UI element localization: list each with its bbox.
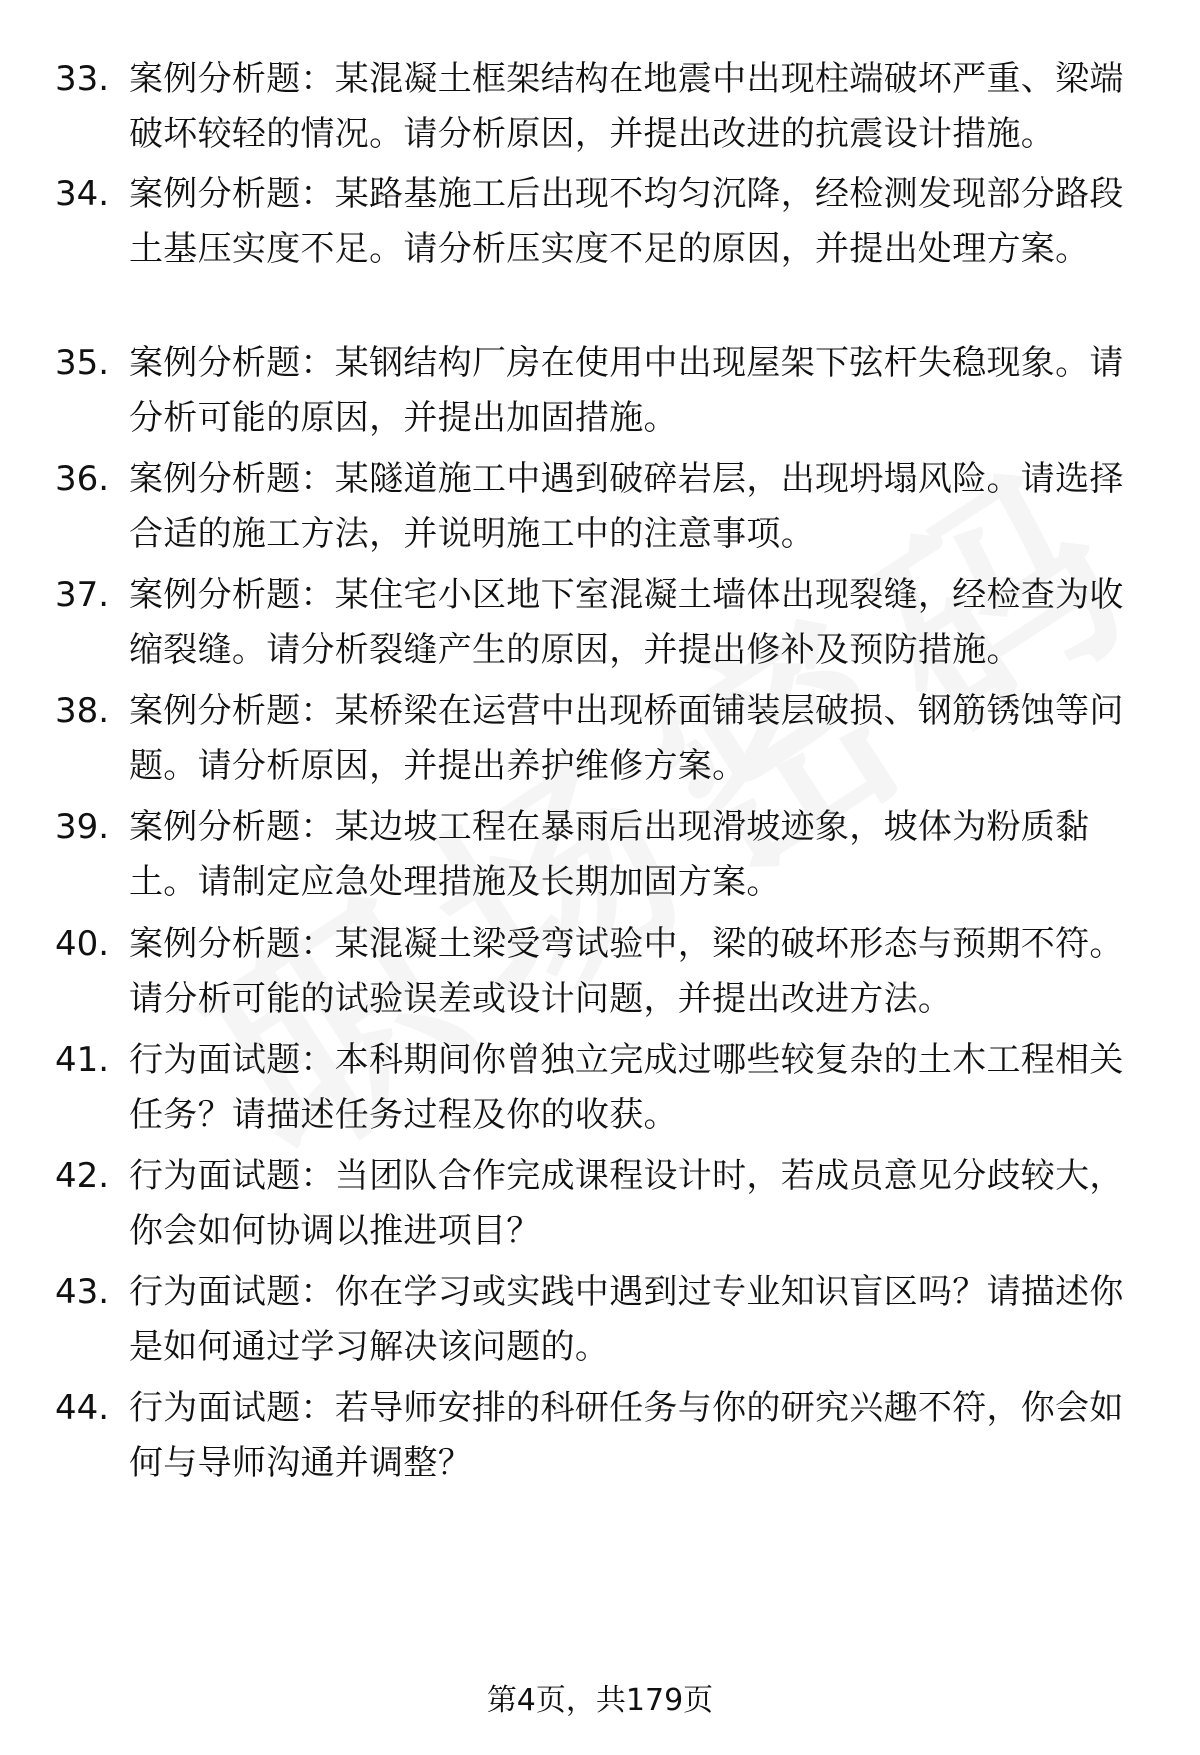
question-number: 38. [55,691,110,731]
question-number: 35. [55,343,110,383]
question-text: 案例分析题：某住宅小区地下室混凝土墙体出现裂缝，经检查为收缩裂缝。请分析裂缝产生的原因，并提出修补及预防措施。 [129,575,1124,670]
question-text: 行为面试题：当团队合作完成课程设计时，若成员意见分歧较大，你会如何协调以推进项目？ [129,1156,1124,1251]
question-number: 40. [55,924,110,964]
question-text: 案例分析题：某混凝土梁受弯试验中，梁的破坏形态与预期不符。请分析可能的试验误差或设计问题，并提出改进方法。 [129,924,1124,1019]
question-text: 案例分析题：某钢结构厂房在使用中出现屋架下弦杆失稳现象。请分析可能的原因，并提出加固措施。 [129,343,1124,438]
question-number: 33. [55,59,110,99]
question-number: 44. [55,1388,110,1428]
question-number: 36. [55,459,110,499]
question-text: 案例分析题：某混凝土框架结构在地震中出现柱端破坏严重、梁端破坏较轻的情况。请分析原因，并提出改进的抗震设计措施。 [129,59,1124,154]
page-footer: 第4页，共179页 [486,1683,714,1718]
question-text: 案例分析题：某隧道施工中遇到破碎岩层，出现坍塌风险。请选择合适的施工方法，并说明施工中的注意事项。 [129,459,1124,554]
question-text: 案例分析题：某路基施工后出现不均匀沉降，经检测发现部分路段土基压实度不足。请分析压实度不足的原因，并提出处理方案。 [129,174,1124,269]
question-text: 案例分析题：某边坡工程在暴雨后出现滑坡迹象，坡体为粉质黏土。请制定应急处理措施及长期加固方案。 [129,807,1090,902]
question-number: 39. [55,807,110,847]
question-number: 42. [55,1156,110,1196]
question-number: 41. [55,1040,110,1080]
question-text: 行为面试题：若导师安排的科研任务与你的研究兴趣不符，你会如何与导师沟通并调整？ [129,1388,1124,1483]
question-text: 行为面试题：本科期间你曾独立完成过哪些较复杂的土木工程相关任务？请描述任务过程及你的收获。 [129,1040,1124,1135]
question-number: 37. [55,575,110,615]
question-number: 43. [55,1272,110,1312]
question-text: 行为面试题：你在学习或实践中遇到过专业知识盲区吗？请描述你是如何通过学习解决该问题的。 [129,1272,1124,1367]
question-text: 案例分析题：某桥梁在运营中出现桥面铺装层破损、钢筋锈蚀等问题。请分析原因，并提出养护维修方案。 [129,691,1124,786]
question-number: 34. [55,174,110,214]
